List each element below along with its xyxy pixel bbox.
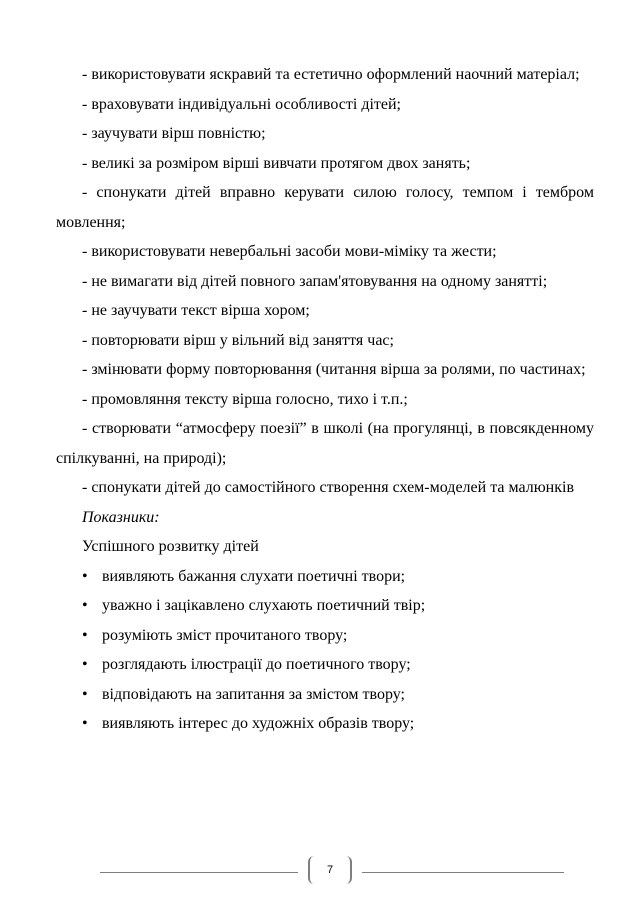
bullet-text: відповідають на запитання за змістом твору;: [102, 685, 405, 703]
bullet-icon: •: [82, 685, 88, 703]
bullet-text: уважно і зацікавлено слухають поетичний твір;: [102, 597, 426, 614]
bullet-item: [56, 650, 594, 680]
paragraph: - враховувати індивідуальні особливості дітей;: [82, 95, 401, 113]
bullet-icon: •: [82, 597, 88, 614]
paragraph: - використовувати яскравий та естетично оформлений наочний матеріал;: [82, 66, 580, 83]
bullet-item: [56, 709, 594, 739]
paragraph: - не вимагати від дітей повного запам'ятовування на одному занятті;: [82, 272, 548, 290]
bullet-item: [56, 562, 594, 592]
bullet-icon: •: [82, 715, 88, 732]
footer-divider-left: [100, 872, 298, 873]
bullet-item: [56, 621, 594, 651]
bullet-item: [56, 591, 594, 621]
bullet-text: виявляють інтерес до художніх образів твору;: [102, 715, 415, 732]
page-footer: [100, 852, 564, 888]
bullet-text: виявляють бажання слухати поетичні твори;: [102, 567, 406, 585]
indicators-subheading: Успішного розвитку дітей: [82, 538, 259, 555]
bullet-text: розуміють зміст прочитаного твору;: [102, 626, 348, 644]
paragraph: - спонукати дітей до самостійного створення схем-моделей та малюнків: [82, 479, 575, 496]
paragraph: - не заучувати текст вірша хором;: [82, 302, 310, 319]
page-number: 7: [308, 856, 352, 884]
bullet-text: розглядають ілюстрації до поетичного твору;: [102, 656, 411, 673]
paragraph: - створювати “атмосферу поезії” в школі (на прогулянці, в повсякденному спілкуванні, на природі);: [56, 420, 594, 467]
paragraph: - використовувати невербальні засоби мови-міміку та жести;: [82, 243, 497, 260]
paragraph: - заучувати вірш повністю;: [82, 125, 266, 142]
footer-divider-right: [362, 872, 564, 873]
bullet-icon: •: [82, 567, 88, 585]
bullet-icon: •: [82, 626, 88, 644]
paragraph: - повторювати вірш у вільний від заняття час;: [82, 331, 394, 349]
paragraph: - спонукати дітей вправно керувати силою голосу, темпом і тембром мовлення;: [56, 184, 594, 231]
paragraph: - змінювати форму повторювання (читання вірша за ролями, по частинах;: [82, 361, 586, 378]
paragraph: - промовляння тексту вірша голосно, тихо і т.п.;: [82, 390, 408, 408]
indicators-heading: Показники:: [82, 508, 160, 526]
bullet-item: [56, 680, 594, 710]
bullet-icon: •: [82, 656, 88, 673]
paragraph: - великі за розміром вірші вивчати протягом двох занять;: [82, 154, 471, 172]
body-text: [56, 60, 594, 739]
